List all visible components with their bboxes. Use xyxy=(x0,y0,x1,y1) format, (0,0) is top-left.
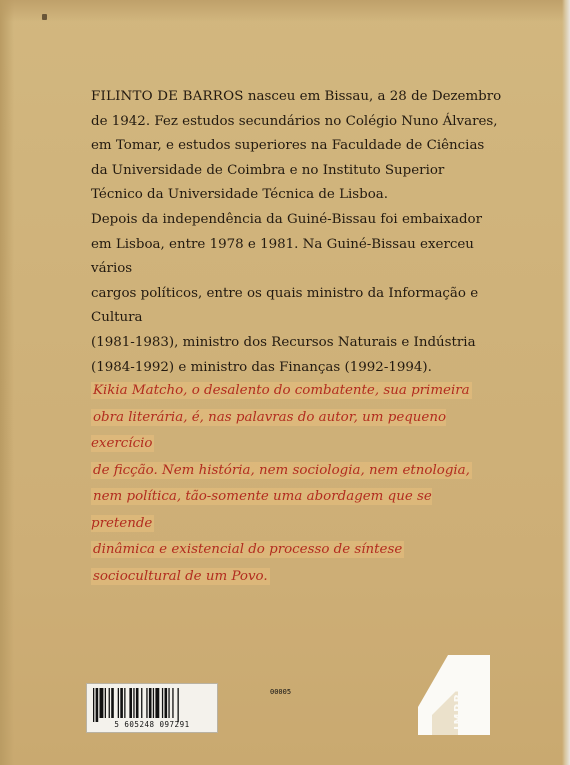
right-edge-highlight xyxy=(562,0,570,765)
left-edge-shadow xyxy=(0,0,14,765)
isbn-barcode xyxy=(86,683,292,733)
blurb-line: de ficção. Nem história, nem sociologia, nem etnologia, xyxy=(93,462,470,478)
barcode-addon: 00005 xyxy=(270,688,292,696)
blurb-line: obra literária, é, nas palavras do autor, um pequeno exercício xyxy=(91,409,447,451)
top-edge-shadow xyxy=(0,0,570,22)
author-biography xyxy=(91,85,511,380)
publisher-sub: Publishing xyxy=(470,684,478,720)
bio-line: da Universidade de Coimbra e no Instituto Superior xyxy=(91,162,445,178)
barcode-bars xyxy=(93,688,211,722)
bio-line: de 1942. Fez estudos secundários no Colégio Nuno Álvares, xyxy=(91,113,498,129)
bio-line: Depois da independência da Guiné-Bissau foi embaixador xyxy=(91,211,482,227)
bio-line: Técnico da Universidade Técnica de Lisboa. xyxy=(91,187,389,203)
blurb-line: nem política, tão-somente uma abordagem que se pretende xyxy=(91,489,432,531)
bio-line: (1984-1992) e ministro das Finanças (1992-1994). xyxy=(91,359,432,375)
bio-line: cargos políticos, entre os quais ministro da Informação e Cultura xyxy=(91,285,479,326)
author-name: FILINTO DE BARROS xyxy=(91,89,244,104)
publisher-name: IMPRESA xyxy=(452,664,465,731)
bio-line: em Lisboa, entre 1978 e 1981. Na Guiné-Bissau exerceu vários xyxy=(91,236,474,277)
blurb-line: sociocultural de um Povo. xyxy=(93,568,268,584)
book-blurb xyxy=(91,378,491,590)
blurb-line: dinâmica e existencial do processo de síntese xyxy=(93,542,403,557)
print-mark xyxy=(42,14,47,20)
blurb-line: Kikia Matcho, o desalento do combatente, sua primeira xyxy=(93,383,470,398)
bio-line: nasceu em Bissau, a 28 de Dezembro xyxy=(243,89,502,104)
barcode-number: 5 605248 097291 xyxy=(114,720,190,729)
bio-line: (1981-1983), ministro dos Recursos Naturais e Indústria xyxy=(91,334,476,350)
bio-line: em Tomar, e estudos superiores na Faculdade de Ciências xyxy=(91,138,485,154)
